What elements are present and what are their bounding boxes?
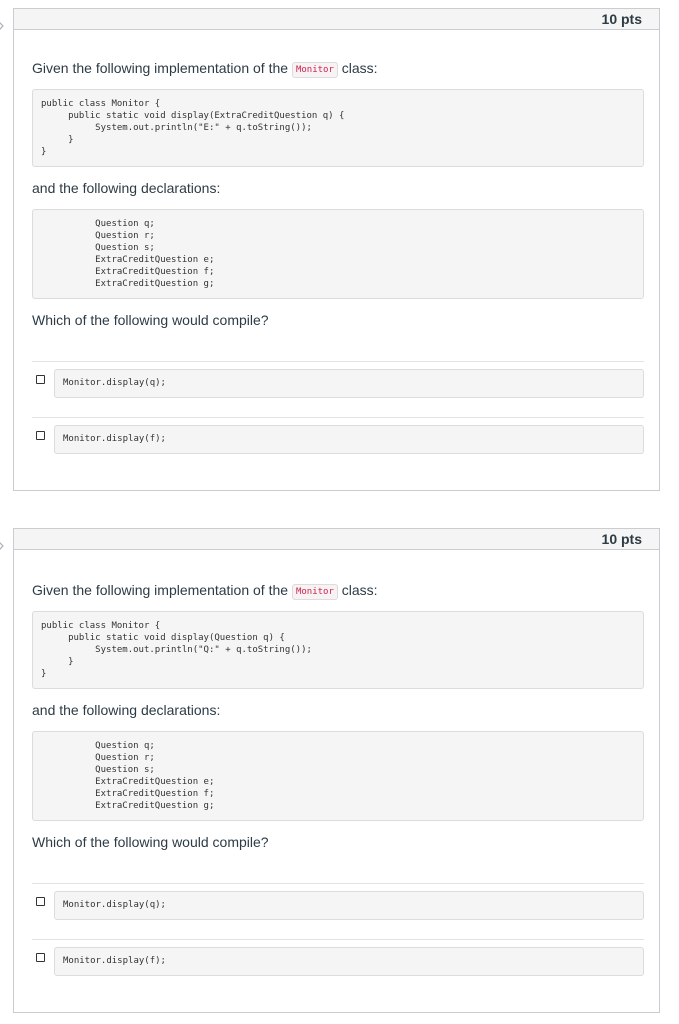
answer-divider	[32, 361, 644, 362]
answer-checkbox[interactable]	[36, 953, 45, 962]
question-text: Which of the following would compile?	[32, 834, 269, 850]
question-1-card	[13, 8, 660, 491]
question-2-prompt	[32, 581, 378, 600]
declarations-intro: and the following declarations:	[32, 702, 221, 718]
answer-code: Monitor.display(q);	[54, 369, 644, 398]
prompt-text-end: class:	[341, 60, 378, 76]
declarations-code-block: Question q; Question r; Question s; ExtraCreditQuestion e; ExtraCreditQuestion f; ExtraCreditQuestion g;	[32, 209, 644, 299]
declarations-code-block: Question q; Question r; Question s; ExtraCreditQuestion e; ExtraCreditQuestion f; ExtraCreditQuestion g;	[32, 731, 644, 821]
answer-divider	[32, 417, 644, 418]
question-1-header	[14, 9, 659, 30]
question-2-card	[13, 528, 660, 1013]
inline-class-name: Monitor	[292, 62, 338, 78]
answer-checkbox[interactable]	[36, 431, 45, 440]
prompt-text: Given the following implementation of the	[32, 60, 289, 76]
question-text: Which of the following would compile?	[32, 312, 269, 328]
answer-divider	[32, 939, 644, 940]
class-code-block: public class Monitor { public static void display(Question q) { System.out.println("Q:" + q.toString()); } }	[32, 611, 644, 689]
question-2-header	[14, 529, 659, 550]
answer-code: Monitor.display(f);	[54, 947, 644, 976]
answer-divider	[32, 883, 644, 884]
question-1-prompt	[32, 59, 378, 78]
inline-class-name: Monitor	[292, 584, 338, 600]
answer-option-1[interactable]	[36, 369, 644, 399]
answer-checkbox[interactable]	[36, 375, 45, 384]
answer-option-1[interactable]	[36, 891, 644, 921]
question-1-points: 10 pts	[601, 11, 642, 27]
question-2-chevron-right-icon[interactable]	[0, 540, 6, 552]
answer-checkbox[interactable]	[36, 897, 45, 906]
question-2-points: 10 pts	[601, 531, 642, 547]
declarations-intro: and the following declarations:	[32, 180, 221, 196]
answer-option-2[interactable]	[36, 947, 644, 977]
answer-code: Monitor.display(f);	[54, 425, 644, 454]
prompt-text-end: class:	[341, 582, 378, 598]
class-code-block: public class Monitor { public static void display(ExtraCreditQuestion q) { System.out.println("E:" + q.toString()); } }	[32, 89, 644, 167]
answer-option-2[interactable]	[36, 425, 644, 455]
answer-code: Monitor.display(q);	[54, 891, 644, 920]
question-1-chevron-right-icon[interactable]	[0, 20, 6, 32]
prompt-text: Given the following implementation of the	[32, 582, 289, 598]
